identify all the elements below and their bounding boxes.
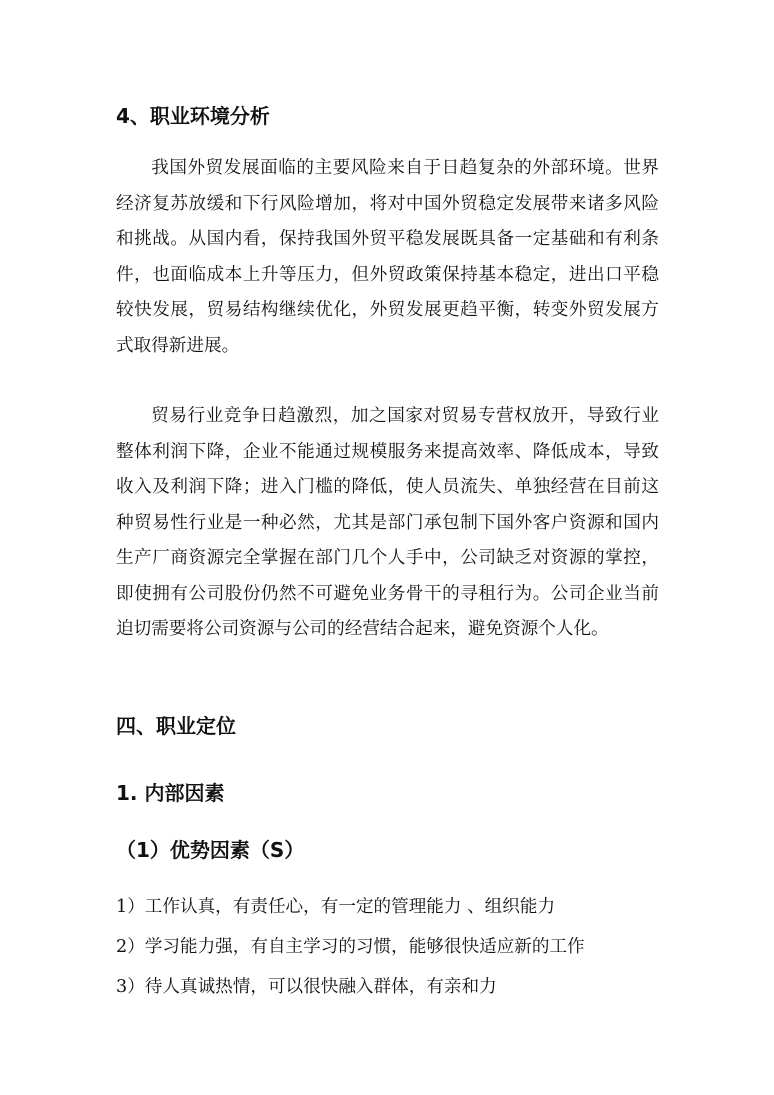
list-item-strength-1: 1）工作认真，有责任心，有一定的管理能力 、组织能力 [116,897,556,917]
subsection-heading-strengths: （1）优势因素（S） [116,838,305,862]
list-item-strength-3: 3）待人真诚热情，可以很快融入群体，有亲和力 [116,977,497,997]
paragraph-industry-competition: 贸易行业竞争日趋激烈，加之国家对贸易专营权放开，导致行业整体利润下降，企业不能通过规模服务来提高效率、降低成本，导致收入及利润下降；进入门槛的降低，使人员流失、单独经营在目前这种贸易性行业是一种必然，尤其是部门承包制下国外客户资源和国内生产厂商资源完全掌握在部门几个人手中，公司缺乏对资源的掌控，即使拥有公司股份仍然不可避免业务骨干的寻租行为。公司企业当前迫切需要将公司资源与公司的经营结合起来，避免资源个人化。 [116,406,659,639]
section-heading-career-environment: 4、职业环境分析 [116,104,270,128]
subsection-heading-internal-factors: 1. 内部因素 [116,781,225,805]
list-item-strength-2: 2）学习能力强，有自主学习的习惯，能够很快适应新的工作 [116,937,585,957]
paragraph-trade-risks: 我国外贸发展面临的主要风险来自于日趋复杂的外部环境。世界经济复苏放缓和下行风险增加，将对中国外贸稳定发展带来诸多风险和挑战。从国内看，保持我国外贸平稳发展既具备一定基础和有利条件，也面临成本上升等压力，但外贸政策保持基本稳定，进出口平稳较快发展，贸易结构继续优化，外贸发展更趋平衡，转变外贸发展方式取得新进展。 [116,158,659,356]
section-heading-career-positioning: 四、职业定位 [116,714,236,738]
